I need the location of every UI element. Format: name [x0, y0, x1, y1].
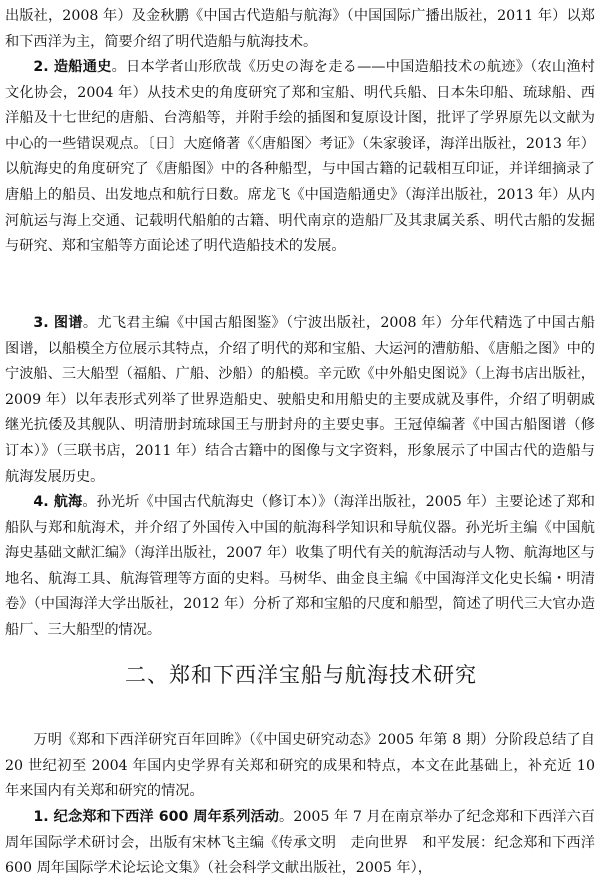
paragraph-text: 出版社，2008 年）及金秋鹏《中国古代造船与航海》（中国国际广播出版社，2011 年）以郑和下西洋为主，简要介绍了明代造船与航海技术。	[5, 8, 595, 50]
paragraph-intro-continuation	[5, 4, 595, 55]
section-lead-shipbuilding-history: 2. 造船通史	[33, 59, 112, 75]
paragraph-shipbuilding-history	[5, 55, 595, 260]
paragraph-atlases	[5, 311, 595, 490]
section-lead-atlases: 3. 图谱	[33, 315, 83, 331]
paragraph-text: 万明《郑和下西洋研究百年回眸》（《中国史研究动态》2005 年第 8 期）分阶段总结了自 20 世纪初至 2004 年国内史学界有关郑和研究的成果和特点，本文在此基础上，补充近 10 年来国内有关郑和研究的情况。	[5, 732, 595, 800]
section-heading: 二、郑和下西洋宝船与航海技术研究	[125, 663, 477, 687]
section-lead-anniversary: 1. 纪念郑和下西洋 600 周年系列活动	[33, 809, 280, 825]
paragraph-text: 。2005 年 7 月在南京举办了纪念郑和下西洋六百周年国际学术研讨会，出版有宋林飞主编《传承文明 走向世界 和平发展：纪念郑和下西洋 600 周年国际学术论坛论文集》（社会科学文献出版社，2005 年），	[5, 809, 595, 877]
paragraph-text: 。孙光圻《中国古代航海史（修订本）》（海洋出版社，2005 年）主要论述了郑和船队与郑和航海术，并介绍了外国传入中国的航海科学知识和导航仪器。孙光圻主编《中国航海史基础文献汇编》（海洋出版社，2007 年）收集了明代有关的航海活动与人物、航海地区与地名、航海工具、航海管理等方面的史料。马树华、曲金良主编《中国海洋文化史长编・明清卷》（中国海洋大学出版社，2012 年）分析了郑和宝船的尺度和船型，简述了明代三大官办造船厂、三大船型的情况。	[5, 494, 595, 638]
paragraph-text: 。日本学者山形欣哉《历史の海を走る——中国造船技术の航迹》（农山渔村文化协会，2004 年）从技术史的角度研究了郑和宝船、明代兵船、日本朱印船、琉球船、西洋船及十七世纪的唐船、台湾船等，并附手绘的插图和复原设计图，批评了学界原先以文献为中心的一些错误观点。〔日〕大庭脩著《〈唐船图〉考证》（朱家骏译，海洋出版社，2013 年）以航海史的角度研究了《唐船图》中的各种船型，与中国古籍的记载相互印证，并详细摘录了唐船上的船员、出发地点和航行日数。席龙飞《中国造船通史》（海洋出版社，2013 年）从内河航运与海上交通、记载明代船舶的古籍、明代南京的造船厂及其隶属关系、明代古船的发掘与研究、郑和宝船等方面论述了明代造船技术的发展。	[5, 59, 595, 255]
section-lead-navigation: 4. 航海	[33, 494, 83, 510]
paragraph-text: 。尤飞君主编《中国古船图鉴》（宁波出版社，2008 年）分年代精选了中国古船图谱，以船模全方位展示其特点，介绍了明代的郑和宝船、大运河的漕舫船、《唐船之图》中的宁波船、三大船型（福船、广船、沙船）的船模。辛元欧《中外船史图说》（上海书店出版社，2009 年）以年表形式列举了世界造船史、驶船史和用船史的主要成就及事件，介绍了明朝戚继光抗倭及其舰队、明清册封琉球国王与册封舟的主要史事。王冠倬编著《中国古船图谱（修订本）》（三联书店，2011 年）结合古籍中的图像与文字资料，形象展示了中国古代的造船与航海发展历史。	[5, 315, 595, 485]
paragraph-navigation	[5, 490, 595, 644]
paragraph-600th-anniversary	[5, 805, 595, 882]
paragraph-research-overview	[5, 728, 595, 805]
